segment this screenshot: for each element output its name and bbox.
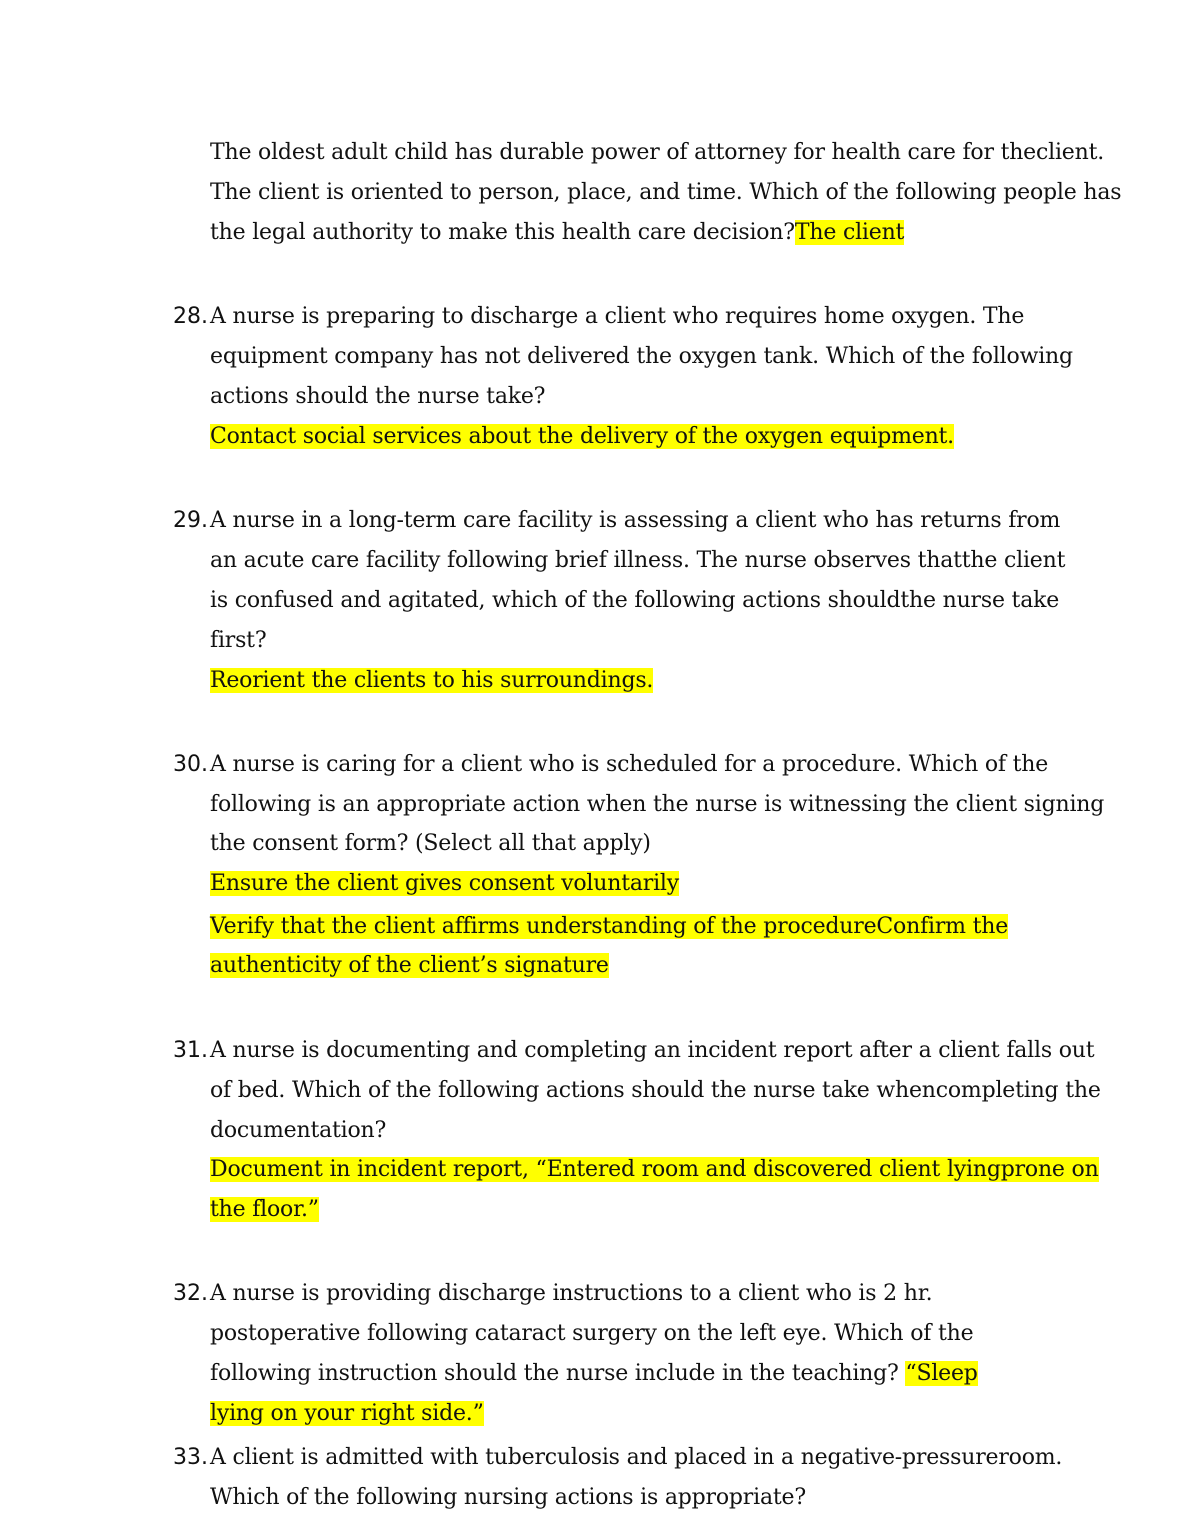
q29-answer: Reorient the clients to his surroundings. [210, 668, 654, 693]
q29-line-3: is confused and agitated, which of the following actions shouldthe nurse take [210, 588, 1060, 613]
q30-number: 30. [173, 752, 208, 777]
q32-line-1: A nurse is providing discharge instructions to a client who is 2 hr. [210, 1281, 933, 1306]
q32-answer-1: “Sleep [905, 1361, 978, 1386]
q28-line-3: actions should the nurse take? [210, 384, 546, 409]
q30-answer-line-3 [210, 951, 609, 981]
q28-line-2: equipment company has not delivered the oxygen tank. Which of the following [210, 344, 1073, 369]
q30-answer-2: Verify that the client affirms understanding of the procedureConfirm the [210, 914, 1009, 939]
q29-number: 29. [173, 508, 208, 533]
q28-line-1: A nurse is preparing to discharge a client who requires home oxygen. The [210, 304, 1025, 329]
q32-number: 32. [173, 1281, 208, 1306]
q33-number: 33. [173, 1445, 208, 1470]
intro-line-1: The oldest adult child has durable power of attorney for health care for theclient. [210, 140, 1105, 165]
q31-number: 31. [173, 1038, 208, 1063]
q32-line-2: postoperative following cataract surgery on the left eye. Which of the [210, 1321, 974, 1346]
q31-line-3: documentation? [210, 1118, 387, 1143]
q30-answer-3: authenticity of the client’s signature [210, 953, 609, 978]
q31-line-2: of bed. Which of the following actions should the nurse take whencompleting the [210, 1078, 1101, 1103]
q29-line-4: first? [210, 628, 267, 653]
q28-answer: Contact social services about the delivery of the oxygen equipment. [210, 424, 954, 449]
q30-answer-1: Ensure the client gives consent voluntarily [210, 871, 679, 896]
intro-line-3 [210, 218, 904, 248]
q33-line-2: Which of the following nursing actions is appropriate? [210, 1485, 806, 1510]
q29-answer-line [210, 666, 653, 696]
q31-answer-1: Document in incident report, “Entered room and discovered client lyingprone on [210, 1157, 1099, 1182]
intro-answer: The client [794, 220, 905, 245]
q32-question-text: following instruction should the nurse include in the teaching? [210, 1361, 906, 1386]
q29-line-1: A nurse in a long-term care facility is assessing a client who has returns from [210, 508, 1061, 533]
q30-answer-line-1 [210, 869, 679, 899]
q32-answer-line-2 [210, 1399, 484, 1429]
q29-line-2: an acute care facility following brief illness. The nurse observes thatthe client [210, 548, 1066, 573]
q30-line-1: A nurse is caring for a client who is scheduled for a procedure. Which of the [210, 752, 1049, 777]
q30-line-3: the consent form? (Select all that apply) [210, 831, 651, 856]
q31-answer-2: the floor.” [210, 1197, 319, 1222]
q28-number: 28. [173, 304, 208, 329]
intro-question-text: the legal authority to make this health care decision? [210, 220, 795, 245]
intro-line-2: The client is oriented to person, place, and time. Which of the following people has [210, 180, 1122, 205]
q31-answer-line-2 [210, 1195, 319, 1225]
q33-line-1: A client is admitted with tuberculosis and placed in a negative-pressureroom. [210, 1445, 1063, 1470]
q31-answer-line-1 [210, 1155, 1099, 1185]
q31-line-1: A nurse is documenting and completing an incident report after a client falls out [210, 1038, 1095, 1063]
q28-answer-line [210, 422, 954, 452]
q30-answer-line-2 [210, 912, 1008, 942]
q32-line-3 [210, 1359, 978, 1389]
q30-line-2: following is an appropriate action when the nurse is witnessing the client signing [210, 792, 1105, 817]
q32-answer-2: lying on your right side.” [210, 1401, 484, 1426]
